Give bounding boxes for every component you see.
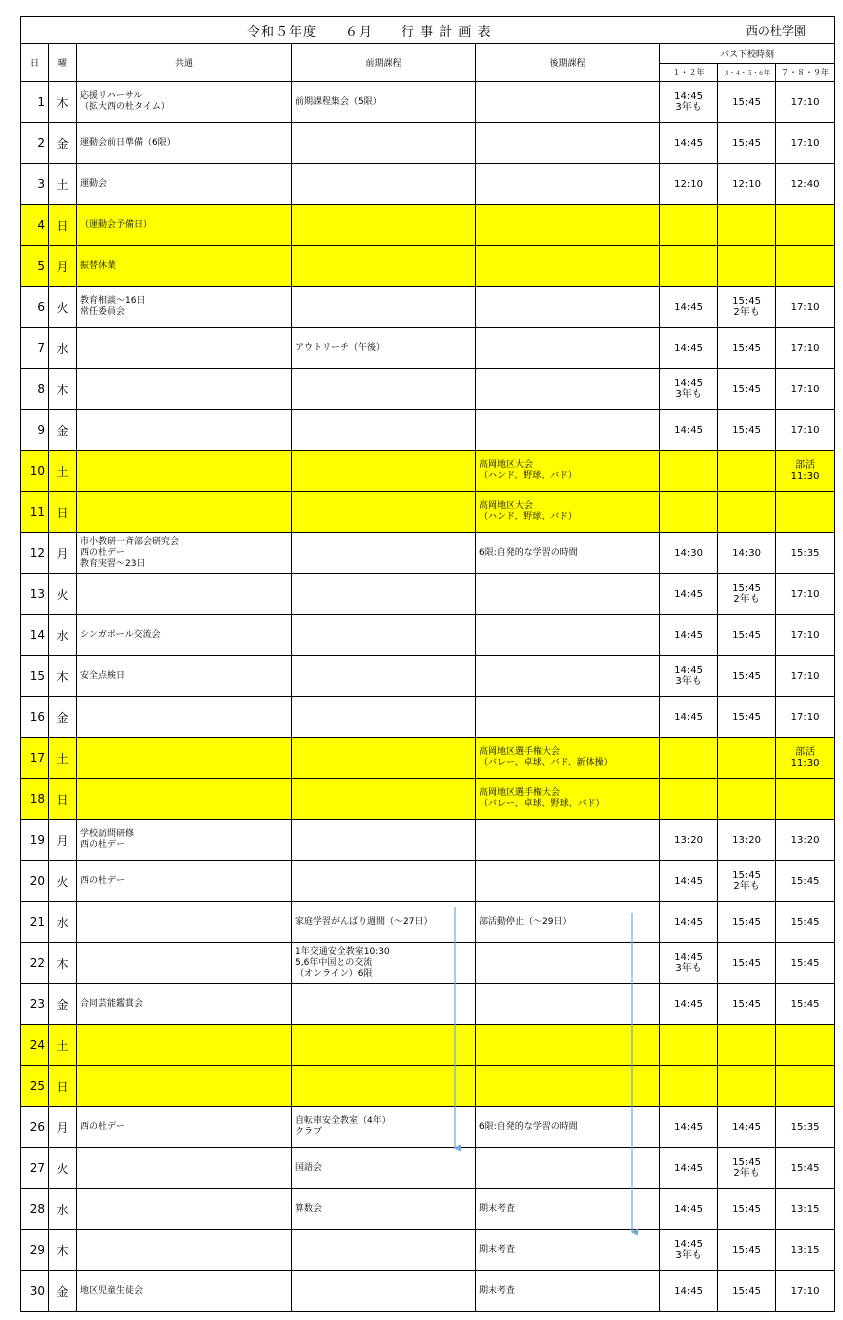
common-event: 運動会 bbox=[77, 164, 292, 205]
early-course-event bbox=[292, 246, 476, 287]
day-number: 27 bbox=[21, 1148, 49, 1189]
late-course-event: 高岡地区選手権大会 （バレー、卓球、野球、バド） bbox=[476, 779, 660, 820]
day-number: 3 bbox=[21, 164, 49, 205]
bus-time-grade-7-9: 15:45 bbox=[776, 861, 835, 902]
common-event bbox=[77, 369, 292, 410]
late-course-event bbox=[476, 615, 660, 656]
table-row bbox=[21, 492, 835, 533]
bus-time-grade-7-9: 17:10 bbox=[776, 369, 835, 410]
table-row bbox=[21, 410, 835, 451]
day-number: 4 bbox=[21, 205, 49, 246]
header-common: 共通 bbox=[77, 44, 292, 82]
day-number: 17 bbox=[21, 738, 49, 779]
common-event: 合同芸能鑑賞会 bbox=[77, 984, 292, 1025]
table-row bbox=[21, 164, 835, 205]
weekday: 土 bbox=[49, 451, 77, 492]
page-title: 令和５年度 ６月 行 事 計 画 表 bbox=[21, 17, 718, 44]
common-event bbox=[77, 1230, 292, 1271]
bus-time-grade-7-9: 17:10 bbox=[776, 410, 835, 451]
table-row bbox=[21, 1066, 835, 1107]
late-course-event bbox=[476, 1025, 660, 1066]
bus-time-grade-7-9 bbox=[776, 1066, 835, 1107]
common-event bbox=[77, 1189, 292, 1230]
day-number: 13 bbox=[21, 574, 49, 615]
bus-time-grade-7-9: 13:15 bbox=[776, 1189, 835, 1230]
common-event: シンガポール交流会 bbox=[77, 615, 292, 656]
bus-time-grade-1-2: 14:45 bbox=[660, 1271, 718, 1312]
weekday: 木 bbox=[49, 369, 77, 410]
common-event bbox=[77, 574, 292, 615]
early-course-event bbox=[292, 656, 476, 697]
bus-time-grade-1-2: 14:45 bbox=[660, 328, 718, 369]
common-event: 運動会前日準備（6限） bbox=[77, 123, 292, 164]
early-course-event: 前期課程集会（5限） bbox=[292, 82, 476, 123]
early-course-event bbox=[292, 820, 476, 861]
bus-time-grade-1-2 bbox=[660, 738, 718, 779]
bus-time-grade-1-2: 13:20 bbox=[660, 820, 718, 861]
table-row bbox=[21, 287, 835, 328]
bus-time-grade-3-6: 15:45 bbox=[718, 328, 776, 369]
bus-time-grade-7-9: 17:10 bbox=[776, 328, 835, 369]
bus-time-grade-7-9 bbox=[776, 205, 835, 246]
bus-time-grade-3-6 bbox=[718, 1066, 776, 1107]
bus-time-grade-3-6: 15:45 bbox=[718, 943, 776, 984]
day-number: 15 bbox=[21, 656, 49, 697]
bus-time-grade-3-6 bbox=[718, 779, 776, 820]
bus-time-grade-7-9: 15:45 bbox=[776, 943, 835, 984]
common-event bbox=[77, 779, 292, 820]
late-course-event: 期末考査 bbox=[476, 1271, 660, 1312]
common-event: 地区児童生徒会 bbox=[77, 1271, 292, 1312]
late-course-event bbox=[476, 574, 660, 615]
bus-time-grade-3-6: 15:45 bbox=[718, 410, 776, 451]
table-row bbox=[21, 533, 835, 574]
day-number: 25 bbox=[21, 1066, 49, 1107]
bus-time-grade-3-6: 14:45 bbox=[718, 1107, 776, 1148]
late-course-event: 高岡地区大会 （ハンド、野球、バド） bbox=[476, 451, 660, 492]
table-row bbox=[21, 451, 835, 492]
bus-time-grade-3-6: 15:45 bbox=[718, 615, 776, 656]
bus-time-grade-1-2: 14:45 bbox=[660, 902, 718, 943]
header-late-course: 後期課程 bbox=[476, 44, 660, 82]
late-course-event: 期末考査 bbox=[476, 1230, 660, 1271]
bus-time-grade-7-9: 15:35 bbox=[776, 533, 835, 574]
day-number: 10 bbox=[21, 451, 49, 492]
bus-time-grade-7-9: 17:10 bbox=[776, 287, 835, 328]
early-course-event bbox=[292, 697, 476, 738]
early-course-event: アウトリーチ（午後） bbox=[292, 328, 476, 369]
early-course-event bbox=[292, 369, 476, 410]
weekday: 水 bbox=[49, 902, 77, 943]
early-course-event: 家庭学習がんばり週間（～27日） bbox=[292, 902, 476, 943]
bus-time-grade-1-2: 14:45 3年も bbox=[660, 82, 718, 123]
bus-time-grade-7-9: 15:35 bbox=[776, 1107, 835, 1148]
weekday: 月 bbox=[49, 533, 77, 574]
header-weekday: 曜 bbox=[49, 44, 77, 82]
late-course-event bbox=[476, 369, 660, 410]
table-row bbox=[21, 1230, 835, 1271]
table-row bbox=[21, 820, 835, 861]
day-number: 14 bbox=[21, 615, 49, 656]
weekday: 火 bbox=[49, 574, 77, 615]
bus-time-grade-3-6: 12:10 bbox=[718, 164, 776, 205]
day-number: 23 bbox=[21, 984, 49, 1025]
table-row bbox=[21, 369, 835, 410]
weekday: 月 bbox=[49, 246, 77, 287]
day-number: 9 bbox=[21, 410, 49, 451]
table-row bbox=[21, 943, 835, 984]
weekday: 土 bbox=[49, 164, 77, 205]
early-course-event bbox=[292, 164, 476, 205]
bus-time-grade-1-2: 14:45 3年も bbox=[660, 656, 718, 697]
bus-time-grade-7-9: 12:40 bbox=[776, 164, 835, 205]
common-event: 振替休業 bbox=[77, 246, 292, 287]
bus-time-grade-3-6 bbox=[718, 738, 776, 779]
bus-time-grade-1-2: 14:45 3年も bbox=[660, 943, 718, 984]
weekday: 水 bbox=[49, 615, 77, 656]
early-course-event bbox=[292, 1271, 476, 1312]
table-row bbox=[21, 1025, 835, 1066]
late-course-event bbox=[476, 287, 660, 328]
common-event: 教育相談～16日 常任委員会 bbox=[77, 287, 292, 328]
bus-time-grade-7-9: 17:10 bbox=[776, 656, 835, 697]
bus-time-grade-3-6: 15:45 2年も bbox=[718, 287, 776, 328]
weekday: 金 bbox=[49, 984, 77, 1025]
day-number: 30 bbox=[21, 1271, 49, 1312]
early-course-event bbox=[292, 492, 476, 533]
weekday: 水 bbox=[49, 328, 77, 369]
late-course-event bbox=[476, 820, 660, 861]
bus-time-grade-3-6: 15:45 bbox=[718, 82, 776, 123]
day-number: 16 bbox=[21, 697, 49, 738]
bus-time-grade-1-2 bbox=[660, 246, 718, 287]
weekday: 火 bbox=[49, 287, 77, 328]
bus-time-grade-3-6: 15:45 bbox=[718, 656, 776, 697]
common-event bbox=[77, 1148, 292, 1189]
late-course-event bbox=[476, 410, 660, 451]
header-early-course: 前期課程 bbox=[292, 44, 476, 82]
late-course-event bbox=[476, 861, 660, 902]
weekday: 木 bbox=[49, 656, 77, 697]
late-course-event: 6限:自発的な学習の時間 bbox=[476, 1107, 660, 1148]
common-event: 西の杜デー bbox=[77, 1107, 292, 1148]
common-event bbox=[77, 492, 292, 533]
bus-time-grade-1-2: 14:45 bbox=[660, 123, 718, 164]
day-number: 18 bbox=[21, 779, 49, 820]
late-course-event bbox=[476, 82, 660, 123]
early-course-event bbox=[292, 984, 476, 1025]
weekday: 水 bbox=[49, 1189, 77, 1230]
bus-time-grade-1-2: 14:45 bbox=[660, 287, 718, 328]
weekday: 土 bbox=[49, 1025, 77, 1066]
bus-time-grade-7-9 bbox=[776, 246, 835, 287]
table-row bbox=[21, 246, 835, 287]
weekday: 金 bbox=[49, 410, 77, 451]
early-course-event: 算数会 bbox=[292, 1189, 476, 1230]
table-row bbox=[21, 205, 835, 246]
early-course-event bbox=[292, 861, 476, 902]
late-course-event bbox=[476, 123, 660, 164]
late-course-event bbox=[476, 1148, 660, 1189]
bus-time-grade-3-6: 15:45 bbox=[718, 1189, 776, 1230]
table-row bbox=[21, 902, 835, 943]
early-course-event bbox=[292, 1230, 476, 1271]
table-row bbox=[21, 738, 835, 779]
early-course-event bbox=[292, 533, 476, 574]
bus-time-grade-1-2 bbox=[660, 1066, 718, 1107]
schedule-table bbox=[20, 16, 835, 1312]
early-course-event: 1年交通安全教室10:30 5,6年中国との交流 （オンライン）6限 bbox=[292, 943, 476, 984]
day-number: 11 bbox=[21, 492, 49, 533]
weekday: 金 bbox=[49, 697, 77, 738]
bus-time-grade-7-9: 17:10 bbox=[776, 1271, 835, 1312]
weekday: 木 bbox=[49, 82, 77, 123]
bus-time-grade-1-2: 14:45 bbox=[660, 1189, 718, 1230]
bus-time-grade-7-9: 17:10 bbox=[776, 123, 835, 164]
early-course-event: 国語会 bbox=[292, 1148, 476, 1189]
late-course-event bbox=[476, 943, 660, 984]
bus-time-grade-3-6: 15:45 bbox=[718, 1230, 776, 1271]
common-event: 学校訪問研修 西の杜デー bbox=[77, 820, 292, 861]
early-course-event bbox=[292, 205, 476, 246]
bus-time-grade-7-9: 17:10 bbox=[776, 697, 835, 738]
bus-time-grade-1-2: 14:45 bbox=[660, 615, 718, 656]
table-row bbox=[21, 697, 835, 738]
bus-time-grade-1-2: 14:45 bbox=[660, 697, 718, 738]
day-number: 22 bbox=[21, 943, 49, 984]
table-row bbox=[21, 1107, 835, 1148]
weekday: 金 bbox=[49, 1271, 77, 1312]
weekday: 月 bbox=[49, 820, 77, 861]
weekday: 日 bbox=[49, 1066, 77, 1107]
late-course-event bbox=[476, 205, 660, 246]
early-course-event bbox=[292, 779, 476, 820]
bus-time-grade-7-9 bbox=[776, 492, 835, 533]
bus-time-grade-3-6: 15:45 bbox=[718, 902, 776, 943]
bus-time-grade-3-6: 15:45 2年も bbox=[718, 1148, 776, 1189]
day-number: 6 bbox=[21, 287, 49, 328]
bus-time-grade-1-2 bbox=[660, 1025, 718, 1066]
table-row bbox=[21, 1148, 835, 1189]
common-event bbox=[77, 410, 292, 451]
bus-time-grade-3-6 bbox=[718, 451, 776, 492]
bus-time-grade-3-6: 15:45 bbox=[718, 697, 776, 738]
common-event bbox=[77, 697, 292, 738]
header-bus-grade-3-6: ３・４・５・６年 bbox=[718, 64, 776, 82]
table-row bbox=[21, 123, 835, 164]
late-course-event bbox=[476, 697, 660, 738]
day-number: 8 bbox=[21, 369, 49, 410]
bus-time-grade-7-9: 17:10 bbox=[776, 82, 835, 123]
bus-time-grade-1-2: 14:45 bbox=[660, 1148, 718, 1189]
weekday: 木 bbox=[49, 1230, 77, 1271]
weekday: 月 bbox=[49, 1107, 77, 1148]
common-event bbox=[77, 451, 292, 492]
late-course-event bbox=[476, 246, 660, 287]
bus-time-grade-7-9: 部活 11:30 bbox=[776, 451, 835, 492]
weekday: 金 bbox=[49, 123, 77, 164]
bus-time-grade-7-9: 部活 11:30 bbox=[776, 738, 835, 779]
early-course-event bbox=[292, 615, 476, 656]
late-course-event: 期末考査 bbox=[476, 1189, 660, 1230]
late-course-event bbox=[476, 164, 660, 205]
common-event bbox=[77, 738, 292, 779]
early-course-event bbox=[292, 123, 476, 164]
bus-time-grade-7-9 bbox=[776, 1025, 835, 1066]
early-course-event bbox=[292, 1066, 476, 1107]
bus-time-grade-1-2: 14:45 bbox=[660, 861, 718, 902]
day-number: 2 bbox=[21, 123, 49, 164]
bus-time-grade-3-6: 14:30 bbox=[718, 533, 776, 574]
bus-time-grade-1-2: 12:10 bbox=[660, 164, 718, 205]
common-event bbox=[77, 902, 292, 943]
header-day: 日 bbox=[21, 44, 49, 82]
bus-time-grade-1-2: 14:45 bbox=[660, 984, 718, 1025]
bus-time-grade-3-6 bbox=[718, 1025, 776, 1066]
header-bus-times: バス下校時刻 bbox=[660, 44, 835, 64]
header-row bbox=[21, 44, 835, 64]
late-course-event bbox=[476, 656, 660, 697]
day-number: 29 bbox=[21, 1230, 49, 1271]
bus-time-grade-3-6 bbox=[718, 205, 776, 246]
table-row bbox=[21, 82, 835, 123]
bus-time-grade-1-2: 14:45 bbox=[660, 574, 718, 615]
table-row bbox=[21, 574, 835, 615]
weekday: 日 bbox=[49, 492, 77, 533]
bus-time-grade-3-6: 15:45 bbox=[718, 1271, 776, 1312]
common-event: 市小教研一斉部会研究会 西の杜デー 教育実習～23日 bbox=[77, 533, 292, 574]
day-number: 21 bbox=[21, 902, 49, 943]
weekday: 日 bbox=[49, 779, 77, 820]
bus-time-grade-3-6: 15:45 2年も bbox=[718, 861, 776, 902]
late-course-event bbox=[476, 1066, 660, 1107]
bus-time-grade-7-9: 15:45 bbox=[776, 984, 835, 1025]
late-course-event: 部活動停止（～29日） bbox=[476, 902, 660, 943]
bus-time-grade-3-6 bbox=[718, 492, 776, 533]
table-row bbox=[21, 779, 835, 820]
bus-time-grade-1-2: 14:45 bbox=[660, 410, 718, 451]
table-row bbox=[21, 1271, 835, 1312]
table-row bbox=[21, 984, 835, 1025]
bus-time-grade-1-2: 14:30 bbox=[660, 533, 718, 574]
early-course-event bbox=[292, 1025, 476, 1066]
day-number: 24 bbox=[21, 1025, 49, 1066]
bus-time-grade-1-2: 14:45 3年も bbox=[660, 1230, 718, 1271]
common-event bbox=[77, 1025, 292, 1066]
table-row bbox=[21, 1189, 835, 1230]
day-number: 1 bbox=[21, 82, 49, 123]
early-course-event: 自転車安全教室（4年） クラブ bbox=[292, 1107, 476, 1148]
early-course-event bbox=[292, 451, 476, 492]
early-course-event bbox=[292, 410, 476, 451]
bus-time-grade-3-6: 15:45 bbox=[718, 123, 776, 164]
bus-time-grade-3-6: 13:20 bbox=[718, 820, 776, 861]
table-row bbox=[21, 656, 835, 697]
bus-time-grade-7-9: 17:10 bbox=[776, 615, 835, 656]
bus-time-grade-7-9: 17:10 bbox=[776, 574, 835, 615]
school-name: 西の杜学園 bbox=[718, 17, 835, 44]
day-number: 20 bbox=[21, 861, 49, 902]
day-number: 28 bbox=[21, 1189, 49, 1230]
early-course-event bbox=[292, 738, 476, 779]
late-course-event bbox=[476, 984, 660, 1025]
table-row bbox=[21, 861, 835, 902]
common-event bbox=[77, 943, 292, 984]
bus-time-grade-7-9: 15:45 bbox=[776, 902, 835, 943]
late-course-event: 6限:自発的な学習の時間 bbox=[476, 533, 660, 574]
bus-time-grade-1-2: 14:45 bbox=[660, 1107, 718, 1148]
common-event: 西の杜デー bbox=[77, 861, 292, 902]
bus-time-grade-7-9 bbox=[776, 779, 835, 820]
common-event: 安全点検日 bbox=[77, 656, 292, 697]
weekday: 日 bbox=[49, 205, 77, 246]
common-event bbox=[77, 1066, 292, 1107]
day-number: 12 bbox=[21, 533, 49, 574]
bus-time-grade-1-2 bbox=[660, 205, 718, 246]
bus-time-grade-7-9: 13:15 bbox=[776, 1230, 835, 1271]
early-course-event bbox=[292, 287, 476, 328]
day-number: 5 bbox=[21, 246, 49, 287]
bus-time-grade-1-2 bbox=[660, 779, 718, 820]
table-row bbox=[21, 328, 835, 369]
day-number: 26 bbox=[21, 1107, 49, 1148]
late-course-event bbox=[476, 328, 660, 369]
bus-time-grade-3-6: 15:45 bbox=[718, 369, 776, 410]
table-row bbox=[21, 615, 835, 656]
weekday: 木 bbox=[49, 943, 77, 984]
bus-time-grade-3-6 bbox=[718, 246, 776, 287]
header-bus-grade-1-2: １・２年 bbox=[660, 64, 718, 82]
weekday: 火 bbox=[49, 1148, 77, 1189]
day-number: 7 bbox=[21, 328, 49, 369]
bus-time-grade-3-6: 15:45 2年も bbox=[718, 574, 776, 615]
header-bus-grade-7-9: ７・８・９年 bbox=[776, 64, 835, 82]
bus-time-grade-7-9: 15:45 bbox=[776, 1148, 835, 1189]
late-course-event: 高岡地区選手権大会 （バレー、卓球、バド、新体操） bbox=[476, 738, 660, 779]
day-number: 19 bbox=[21, 820, 49, 861]
common-event: （運動会予備日） bbox=[77, 205, 292, 246]
bus-time-grade-1-2 bbox=[660, 492, 718, 533]
late-course-event: 高岡地区大会 （ハンド、野球、バド） bbox=[476, 492, 660, 533]
bus-time-grade-1-2: 14:45 3年も bbox=[660, 369, 718, 410]
early-course-event bbox=[292, 574, 476, 615]
common-event: 応援リハーサル （拡大西の杜タイム） bbox=[77, 82, 292, 123]
weekday: 土 bbox=[49, 738, 77, 779]
common-event bbox=[77, 328, 292, 369]
bus-time-grade-1-2 bbox=[660, 451, 718, 492]
title-row bbox=[21, 17, 835, 44]
weekday: 火 bbox=[49, 861, 77, 902]
bus-time-grade-3-6: 15:45 bbox=[718, 984, 776, 1025]
bus-time-grade-7-9: 13:20 bbox=[776, 820, 835, 861]
